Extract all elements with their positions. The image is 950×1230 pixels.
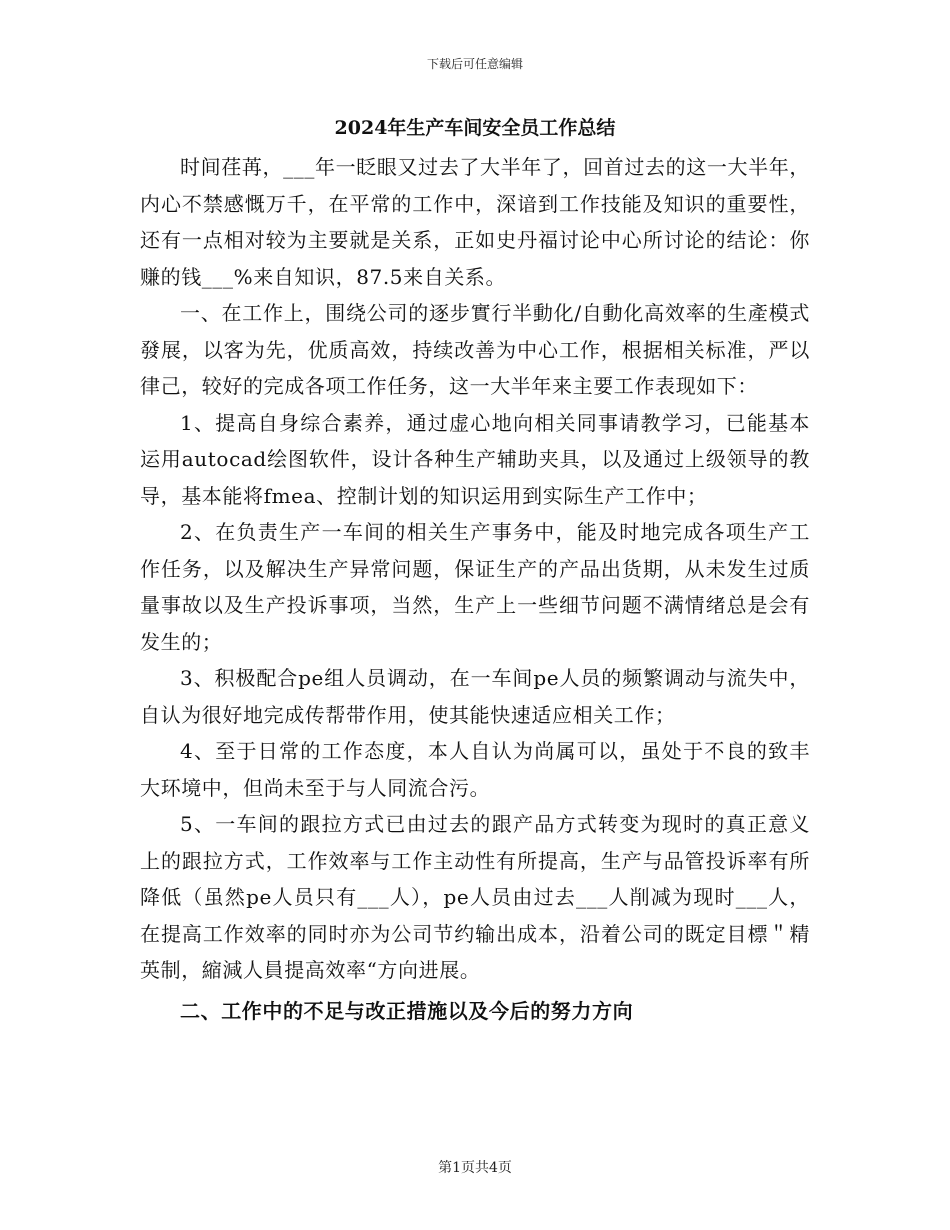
document-body <box>140 149 810 1029</box>
paragraph-item-3: 3、积极配合pe组人员调动，在一车间pe人员的频繁调动与流失中，自认为很好地完成传帮带作用，使其能快速适应相关工作； <box>140 666 810 727</box>
paragraph-section-one: 一、在工作上，围绕公司的逐步實行半動化/自動化高效率的生產模式發展，以客为先，优质高效，持续改善为中心工作，根据相关标准，严以律己，较好的完成各项工作任务，这一大半年来主要工作表现如下： <box>140 301 810 398</box>
document-title: 2024年生产车间安全员工作总结 <box>334 117 616 139</box>
paragraph-intro: 时间荏苒，___年一眨眼又过去了大半年了，回首过去的这一大半年，内心不禁感慨万千，在平常的工作中，深谙到工作技能及知识的重要性，还有一点相对较为主要就是关系，正如史丹福讨论中心所讨论的结论：你赚的钱___%来自知识，87.5来自关系。 <box>140 155 810 289</box>
header-note: 下载后可任意编辑 <box>426 57 523 71</box>
paragraph-item-4: 4、至于日常的工作态度，本人自认为尚属可以，虽处于不良的致丰大环境中，但尚未至于与人同流合污。 <box>140 739 810 800</box>
paragraph-item-2: 2、在负责生产一车间的相关生产事务中，能及时地完成各项生产工作任务，以及解决生产异常问题，保证生产的产品出货期，从未发生过质量事故以及生产投诉事项，当然，生产上一些细节问题不满情绪总是会有发生的； <box>140 520 810 654</box>
paragraph-item-5: 5、一车间的跟拉方式已由过去的跟产品方式转变为现时的真正意义上的跟拉方式，工作效率与工作主动性有所提高，生产与品管投诉率有所降低（虽然pe人员只有___人），pe人员由过去___人削减为现时___人，在提高工作效率的同时亦为公司节约输出成本，沿着公司的既定目標＂精英制，縮減人員提高效率“方向进展。 <box>140 812 810 982</box>
page-number: 第1页共4页 <box>438 1160 512 1176</box>
paragraph-item-1: 1、提高自身综合素养，通过虚心地向相关同事请教学习，已能基本运用autocad绘图软件，设计各种生产辅助夹具，以及通过上级领导的教导，基本能将fmea、控制计划的知识运用到实际生产工作中； <box>140 410 810 508</box>
section-heading: 二、工作中的不足与改正措施以及今后的努力方向 <box>180 998 634 1023</box>
